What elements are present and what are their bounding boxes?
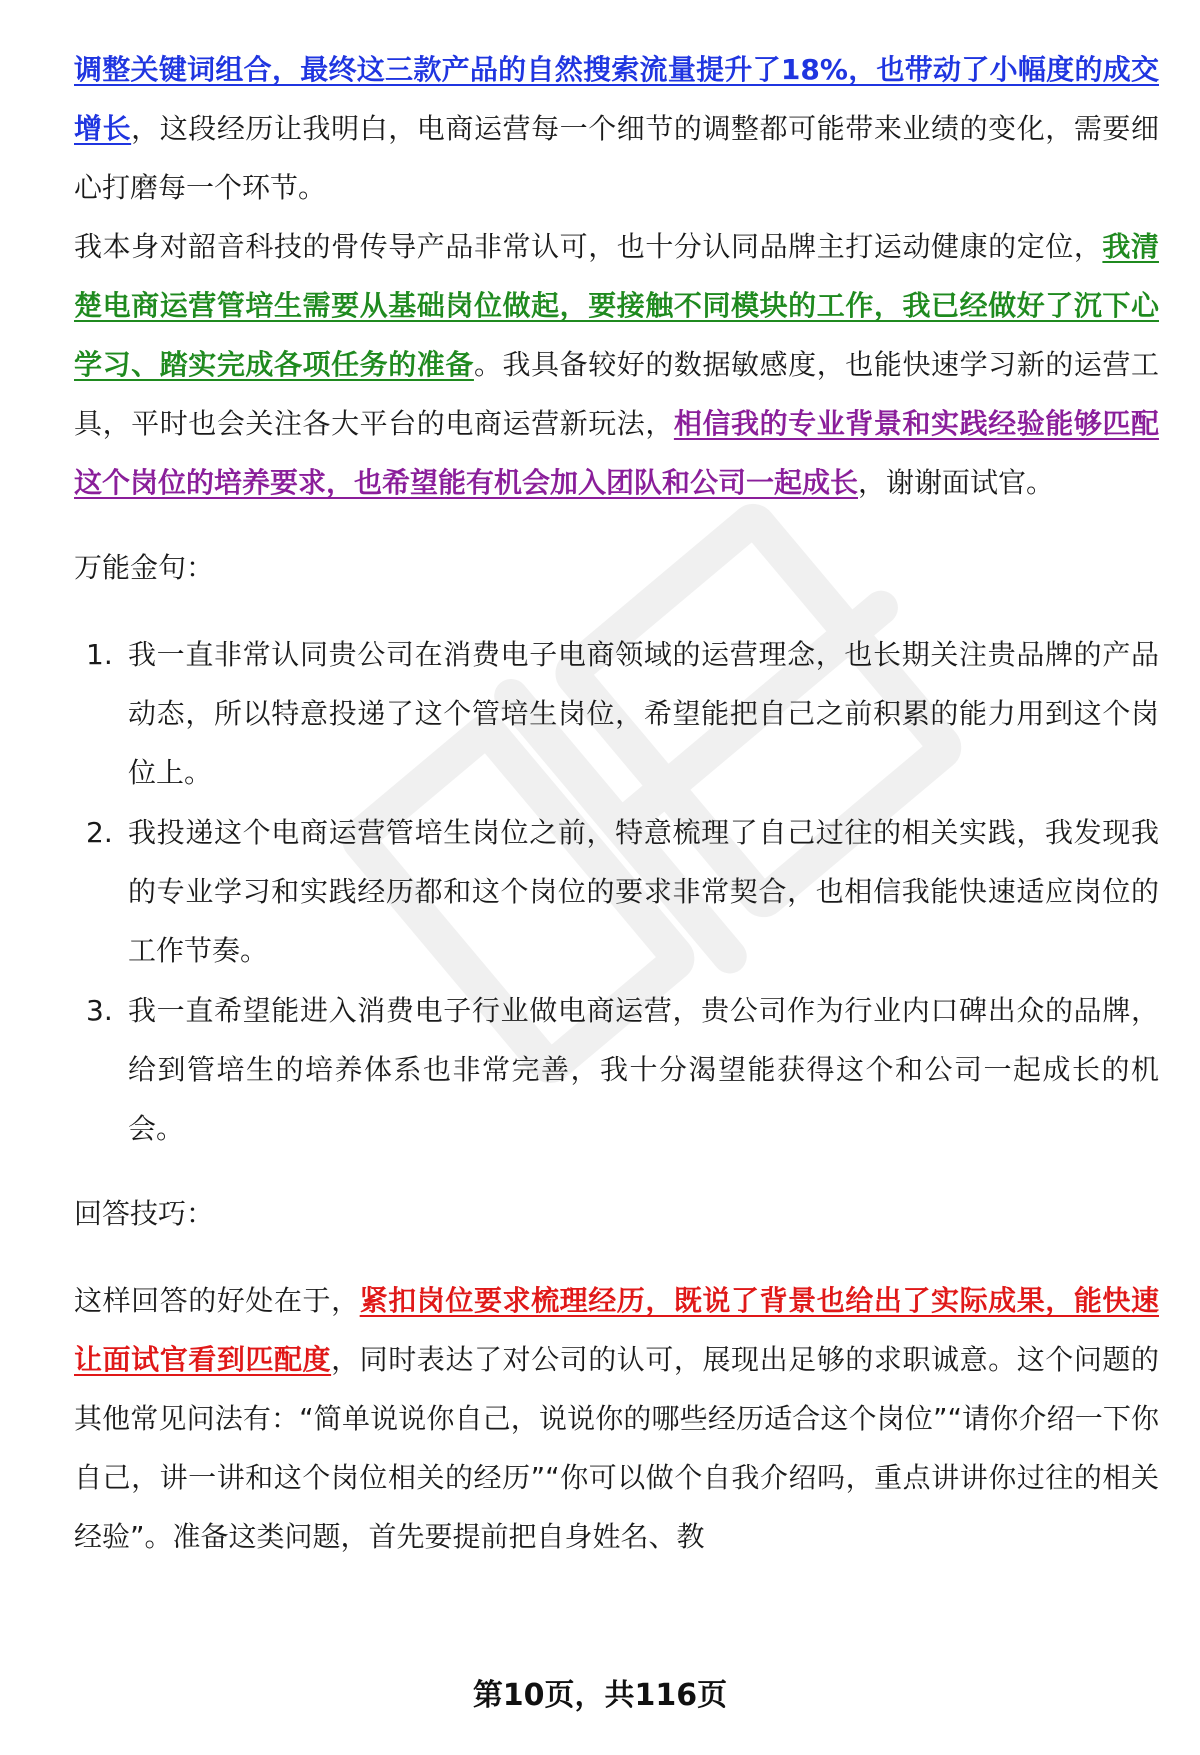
document-page <box>74 40 1159 1566</box>
highlight-benefit: 紧扣岗位要求梳理经历，既说了背景也给出了实际成果，能快速让面试官看到匹配度 <box>74 1284 1159 1376</box>
list-item <box>74 625 1159 802</box>
list-number: 2. <box>86 816 113 849</box>
list-item-text: 我一直非常认同贵公司在消费电子电商领域的运营理念，也长期关注贵品牌的产品动态，所以特意投递了这个管培生岗位，希望能把自己之前积累的能力用到这个岗位上。 <box>128 638 1159 789</box>
paragraph-text: 我本身对韶音科技的骨传导产品非常认可，也十分认同品牌主打运动健康的定位， <box>74 230 1103 263</box>
paragraph-text: ，同时表达了对公司的认可，展现出足够的求职诚意。这个问题的其他常见问法有：“简单说说你自己，说说你的哪些经历适合这个岗位”“请你介绍一下你自己，讲一讲和这个岗位相关的经历”“你可以做个自我介绍吗，重点讲讲你过往的相关经验”。准备这类问题，首先要提前把自身姓名、教 <box>74 1343 1159 1553</box>
page-number-footer: 第10页，共116页 <box>472 1678 728 1713</box>
list-item-text: 我一直希望能进入消费电子行业做电商运营，贵公司作为行业内口碑出众的品牌，给到管培生的培养体系也非常完善，我十分渴望能获得这个和公司一起成长的机会。 <box>128 994 1159 1145</box>
golden-sentence-list <box>74 625 1159 1158</box>
list-item <box>74 803 1159 980</box>
highlight-attitude: 我清楚电商运营管培生需要从基础岗位做起，要接触不同模块的工作，我已经做好了沉下心学习、踏实完成各项任务的准备 <box>74 230 1159 381</box>
paragraph-text: 。我具备较好的数据敏感度，也能快速学习新的运营工具，平时也会关注各大平台的电商运营新玩法， <box>74 348 1159 440</box>
paragraph-text: 这样回答的好处在于， <box>74 1284 360 1317</box>
section-heading-golden-sentences: 万能金句： <box>74 551 215 584</box>
list-number: 1. <box>86 638 113 671</box>
paragraph-answer-tips <box>74 1271 1159 1566</box>
list-number: 3. <box>86 994 113 1027</box>
paragraph-text: ，谢谢面试官。 <box>858 466 1055 499</box>
list-item-text: 我投递这个电商运营管培生岗位之前，特意梳理了自己过往的相关实践，我发现我的专业学习和实践经历都和这个岗位的要求非常契合，也相信我能快速适应岗位的工作节奏。 <box>128 816 1159 967</box>
paragraph-experience-conclusion <box>74 40 1159 217</box>
paragraph-motivation <box>74 217 1159 512</box>
paragraph-text: ，这段经历让我明白，电商运营每一个细节的调整都可能带来业绩的变化，需要细心打磨每一个环节。 <box>74 112 1159 204</box>
section-heading-answer-tips: 回答技巧： <box>74 1197 215 1230</box>
highlight-matching: 相信我的专业背景和实践经验能够匹配这个岗位的培养要求，也希望能有机会加入团队和公司一起成长 <box>74 407 1159 499</box>
highlight-keyword-result: 调整关键词组合，最终这三款产品的自然搜索流量提升了18%，也带动了小幅度的成交增长 <box>74 53 1159 145</box>
list-item <box>74 981 1159 1158</box>
